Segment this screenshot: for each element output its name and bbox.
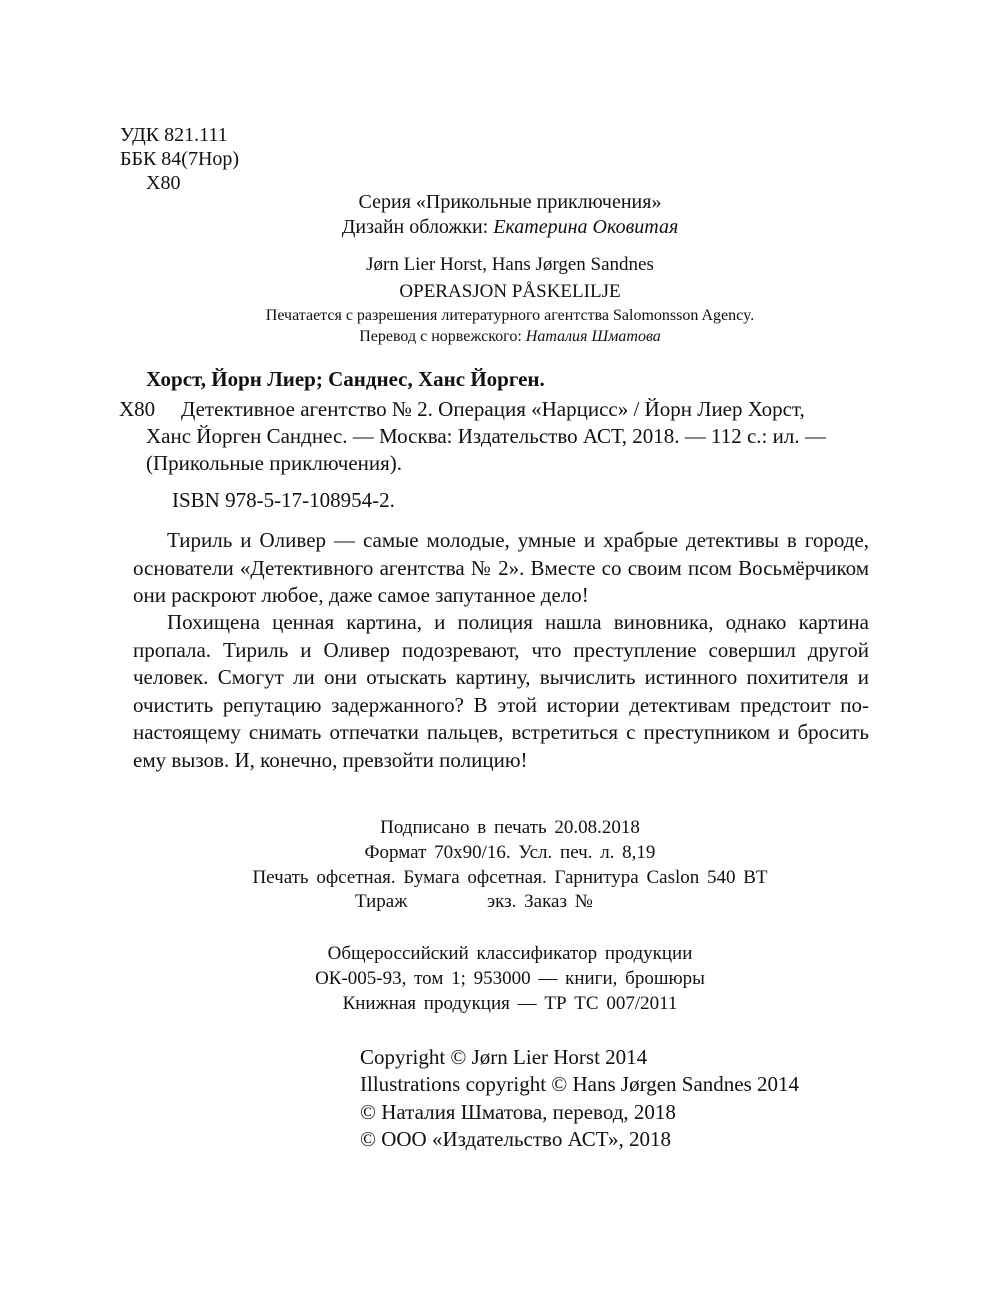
imprint-copies-order: экз. Заказ № [487,891,593,912]
translator-name: Наталия Шматова [525,328,661,345]
product-class-line-1: Общероссийский классификатор продукции [327,943,693,964]
cover-design-label: Дизайн обложки: [341,216,494,238]
annotation-paragraph-1: Тириль и Оливер — самые молодые, умные и храбрые детективы в городе, основатели «Детективного агентства № 2». Вместе со своим псом Восьмёрчиком они раскроют любое, даже самое запутанное дело! [133,528,869,607]
imprint-format: Формат 70x90/16. Усл. печ. л. 8,19 [364,842,656,863]
product-class-line-2: ОК-005-93, том 1; 953000 — книги, брошюры [315,968,705,989]
translation-label: Перевод с норвежского: [359,328,526,345]
copyright-line-1: Copyright © Jørn Lier Horst 2014 [360,1045,648,1069]
product-class-line-3: Книжная продукция — ТР ТС 007/2011 [342,993,678,1014]
translation-credit [200,326,820,347]
udk-code: УДК 821.111 [120,124,228,146]
isbn: ISBN 978-5-17-108954-2. [172,488,395,512]
copyright-line-2: Illustrations copyright © Hans Jørgen Sandnes 2014 [360,1072,800,1096]
original-title: OPERASJON PÅSKELILJE [399,281,621,302]
bibliographic-line-3: (Прикольные приключения). [146,451,403,475]
bibliographic-heading: Хорст, Йорн Лиер; Санднес, Ханс Йорген. [146,367,545,391]
imprint-printing: Печать офсетная. Бумага офсетная. Гарнитура Caslon 540 BT [252,867,768,888]
imprint-signed: Подписано в печать 20.08.2018 [380,817,640,838]
bibliographic-mark: Х80 [119,397,156,421]
imprint-run-label: Тираж [355,891,408,912]
permission-note: Печатается с разрешения литературного агентства Salomonsson Agency. [265,307,755,324]
series-line: Серия «Прикольные приключения» [358,191,662,213]
annotation-paragraph-2: Похищена ценная картина, и полиция нашла виновника, однако картина пропала. Тириль и Оливер подозревают, что преступление совершил другой человек. Смогут ли они отыскать картину, вычислить истинного похитителя и очистить репутацию задержанного? В этой истории детективам предстоит по-настоящему снимать отпечатки пальцев, встретиться с преступником и бросить ему вызов. И, конечно, превзойти полицию! [133,610,869,772]
original-authors: Jørn Lier Horst, Hans Jørgen Sandnes [366,254,654,275]
cover-designer-name: Екатерина Оковитая [493,216,679,238]
author-mark: Х80 [146,172,181,194]
bibliographic-line-2: Ханс Йорген Санднес. — Москва: Издательство АСТ, 2018. — 112 с.: ил. — [146,424,826,448]
bbk-code: ББК 84(7Нор) [120,148,240,170]
bibliographic-line-1: Детективное агентство № 2. Операция «Нарцисс» / Йорн Лиер Хорст, [181,397,805,421]
cover-design-credit [200,215,820,239]
copyright-line-3: © Наталия Шматова, перевод, 2018 [360,1100,676,1124]
copyright-line-4: © ООО «Издательство АСТ», 2018 [360,1127,671,1151]
